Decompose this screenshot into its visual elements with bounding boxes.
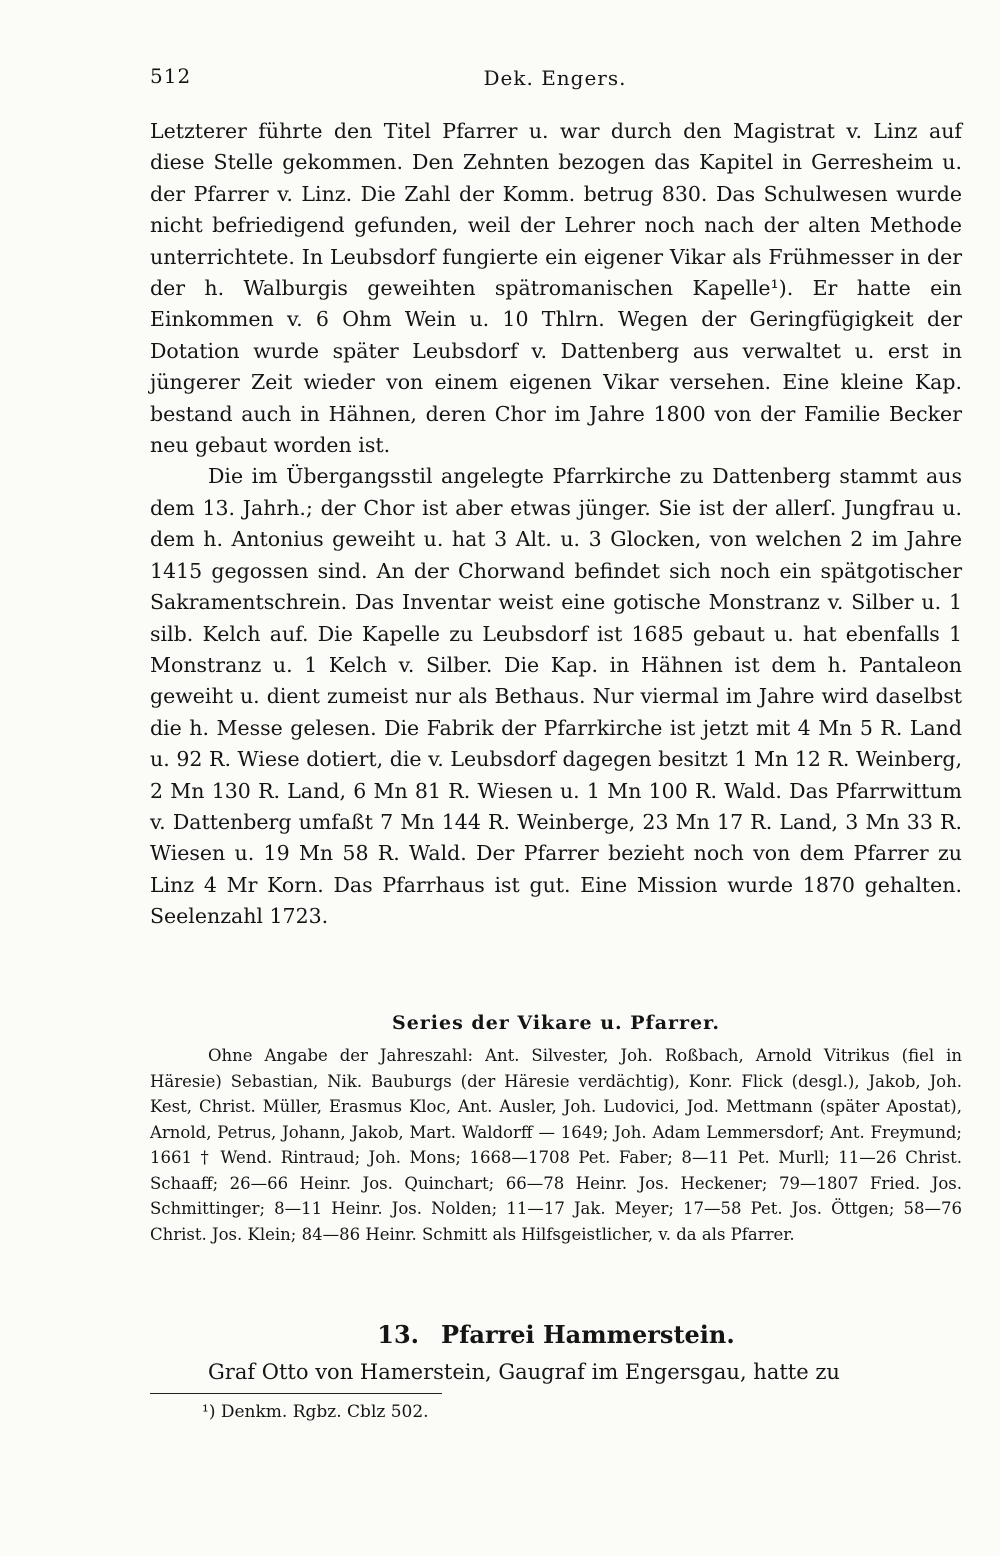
running-head: Dek. Engers. [483,66,627,90]
section-number: 13. [377,1320,420,1349]
series-heading: Series der Vikare u. Pfarrer. [391,1012,721,1034]
series-list: Ohne Angabe der Jahreszahl: Ant. Silvester, Joh. Roßbach, Arnold Vitrikus (fiel in Häresie) Sebastian, Nik. Bauburgs (der Häresie verdächtig), Konr. Flick (desgl.), Jakob, Joh. Kest, Christ. Müller, Erasmus Kloc, Ant. Ausler, Joh. Ludovici, Jod. Mettmann (später Apostat), Arnold, Petrus, Johann, Jakob, Mart. Waldorff — 1649; Joh. Adam Lemmersdorf; Ant. Freymund; 1661 † Wend. Rintraud; Joh. Mons; 1668—1708 Pet. Faber; 8—11 Pet. Murll; 11—26 Christ. Schaaff; 26—66 Heinr. Jos. Quinchart; 66—78 Heinr. Jos. Heckener; 79—1807 Fried. Jos. Schmittinger; 8—11 Heinr. Jos. Nolden; 11—17 Jak. Meyer; 17—58 Pet. Jos. Öttgen; 58—76 Christ. Jos. Klein; 84—86 Heinr. Schmitt als Hilfsgeistlicher, v. da als Pfarrer. [150,1046,962,1244]
paragraph: Die im Übergangsstil angelegte Pfarrkirche zu Dattenberg stammt aus dem 13. Jahrh.; der Chor ist aber etwas jünger. Sie ist der allerſ. Jungfrau u. dem h. Antonius geweiht u. hat 3 Alt. u. 3 Glocken, von welchen 2 im Jahre 1415 gegossen sind. An der Chorwand befindet sich noch ein spätgotischer Sakramentschrein. Das Inventar weist eine gotische Monstranz v. Silber u. 1 silb. Kelch auf. Die Kapelle zu Leubsdorf ist 1685 gebaut u. hat ebenfalls 1 Monstranz u. 1 Kelch v. Silber. Die Kap. in Hähnen ist dem h. Pantaleon geweiht u. dient zumeist nur als Bethaus. Nur viermal im Jahre wird daselbst die h. Messe gelesen. Die Fabrik der Pfarrkirche ist jetzt mit 4 Mn 5 R. Land u. 92 R. Wiese dotiert, die v. Leubsdorf dagegen besitzt 1 Mn 12 R. Weinberg, 2 Mn 130 R. Land, 6 Mn 81 R. Wiesen u. 1 Mn 100 R. Wald. Das Pfarrwittum v. Dattenberg umfaßt 7 Mn 144 R. Weinberge, 23 Mn 17 R. Land, 3 Mn 33 R. Wiesen u. 19 Mn 58 R. Wald. Der Pfarrer bezieht noch von dem Pfarrer zu Linz 4 Mr Korn. Das Pfarrhaus ist gut. Eine Mission wurde 1870 gehalten. Seelenzahl 1723. [150,464,962,929]
section-heading [150,1320,962,1349]
page-header [150,64,960,96]
section-first-line: Graf Otto von Hamerstein, Gaugraf im Engersgau, hatte zu [208,1360,840,1384]
page-number: 512 [150,64,192,88]
footnote: ¹) Denkm. Rgbz. Cblz 502. [202,1402,429,1422]
main-text [150,116,962,933]
footnote-divider [150,1393,442,1394]
section-title: Pfarrei Hammerstein. [441,1320,735,1349]
paragraph: Letzterer führte den Titel Pfarrer u. war durch den Magistrat v. Linz auf diese Stelle gekommen. Den Zehnten bezogen das Kapitel in Gerresheim u. der Pfarrer v. Linz. Die Zahl der Komm. betrug 830. Das Schulwesen wurde nicht befriedigend gefunden, weil der Lehrer noch nach der alten Methode unterrichtete. In Leubsdorf fungierte ein eigener Vikar als Frühmesser in der der h. Walburgis geweihten spätromanischen Kapelle¹). Er hatte ein Einkommen v. 6 Ohm Wein u. 10 Thlrn. Wegen der Geringfügigkeit der Dotation wurde später Leubsdorf v. Dattenberg aus verwaltet u. erst in jüngerer Zeit wieder von einem eigenen Vikar versehen. Eine kleine Kap. bestand auch in Hähnen, deren Chor im Jahre 1800 von der Familie Becker neu gebaut worden ist. [150,119,962,458]
